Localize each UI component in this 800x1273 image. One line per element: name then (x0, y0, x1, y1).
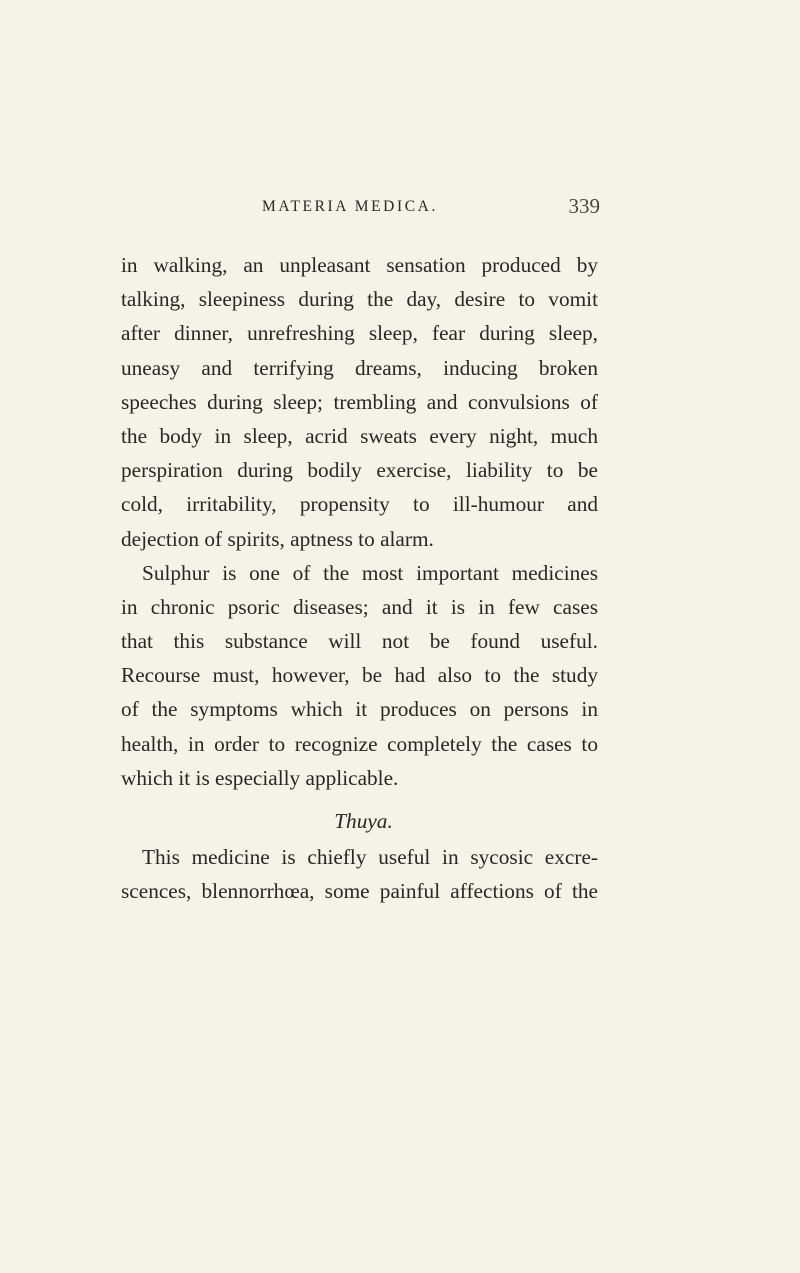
text-line: cold, irritability, propensity to ill-humour and (121, 492, 598, 517)
text-line: of the symptoms which it produces on persons in (121, 697, 598, 722)
text-line: uneasy and terrifying dreams, inducing broken (121, 355, 598, 380)
text-line: that this substance will not be found useful. (121, 629, 598, 654)
text-line: talking, sleepiness during the day, desire to vomit (121, 287, 598, 312)
text-line: in chronic psoric diseases; and it is in few cases (121, 594, 598, 619)
text-line: scences, blennorrhœa, some painful affections of the (121, 879, 598, 904)
text-line: perspiration during bodily exercise, liability to be (121, 458, 598, 483)
running-head (262, 194, 602, 224)
page-number: 339 (568, 194, 600, 218)
text-line: health, in order to recognize completely the cases to (121, 731, 598, 756)
section-heading-thuya: Thuya. (334, 809, 393, 833)
body-text (121, 248, 598, 908)
text-line: Recourse must, however, be had also to the study (121, 663, 598, 688)
running-head-title: MATERIA MEDICA. (262, 198, 438, 215)
text-line: after dinner, unrefreshing sleep, fear during sleep, (121, 321, 598, 346)
text-line: This medicine is chiefly useful in sycosic excre- (142, 845, 598, 869)
text-line: in walking, an unpleasant sensation produced by (121, 253, 598, 277)
paragraph-symptoms-continued (121, 248, 598, 556)
text-line: which it is especially applicable. (121, 765, 399, 790)
text-line: speeches during sleep; trembling and convulsions of (121, 389, 598, 414)
text-line: Sulphur is one of the most important medicines (142, 560, 598, 585)
text-line: the body in sleep, acrid sweats every night, much (121, 423, 598, 448)
text-line: dejection of spirits, aptness to alarm. (121, 526, 434, 551)
paragraph-sulphur (121, 556, 598, 795)
paragraph-thuya (121, 840, 598, 908)
